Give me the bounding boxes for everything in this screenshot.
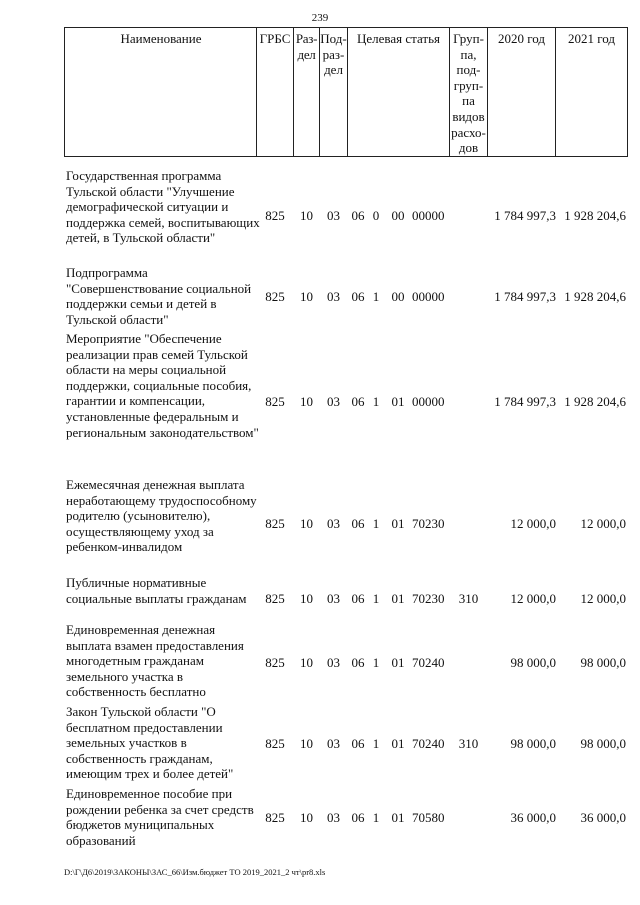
row-target-program: 06 <box>351 655 365 670</box>
row-2020: 36 000,0 <box>510 810 556 825</box>
row-target-event: 01 <box>391 810 405 825</box>
row-podrazdel: 03 <box>327 736 340 751</box>
page-number: 239 <box>311 12 329 24</box>
row-podrazdel: 03 <box>327 810 340 825</box>
row-target-subprogram: 1 <box>372 655 380 670</box>
header-2021: 2021 год <box>568 31 615 46</box>
row-grbs: 825 <box>265 289 285 304</box>
row-2021: 98 000,0 <box>580 655 626 670</box>
row-name: Закон Тульской области "О бесплатном предоставлении земельных участков в собственность гражданам, имеющим трех и более детей" <box>66 704 234 782</box>
row-2020: 12 000,0 <box>510 516 556 531</box>
row-grbs: 825 <box>265 736 285 751</box>
row-2020: 98 000,0 <box>510 655 556 670</box>
row-name: Мероприятие "Обеспечение реализации прав семей Тульской области на меры социальной поддержки, социальные пособия, гарантии и компенсации, установленные федеральным и региональным законодательством" <box>66 331 259 440</box>
row-name: Государственная программа Тульской области "Улучшение демографической ситуации и поддержка семей, воспитывающих детей, в Тульской области" <box>66 168 260 246</box>
header-bottom-border <box>64 156 628 157</box>
row-2020: 98 000,0 <box>510 736 556 751</box>
row-grbs: 825 <box>265 655 285 670</box>
row-target-subprogram: 0 <box>372 208 380 223</box>
row-target-direction: 70580 <box>412 810 445 825</box>
row-target-program: 06 <box>351 394 365 409</box>
row-target-event: 00 <box>391 289 405 304</box>
row-name: Ежемесячная денежная выплата неработающему трудоспособному родителю (усыновителю), осуществляющему уход за ребенком-инвалидом <box>66 477 257 555</box>
row-target-event: 01 <box>391 655 405 670</box>
row-name: Подпрограмма "Совершенствование социальной поддержки семьи и детей в Тульской области" <box>66 265 252 327</box>
row-2020: 1 784 997,3 <box>494 394 556 409</box>
row-2020: 1 784 997,3 <box>494 289 556 304</box>
row-2020: 1 784 997,3 <box>494 208 556 223</box>
row-target-event: 01 <box>391 394 405 409</box>
row-grbs: 825 <box>265 208 285 223</box>
row-target-direction: 70230 <box>412 516 445 531</box>
row-target-subprogram: 1 <box>372 516 380 531</box>
row-name: Единовременное пособие при рождении ребенка за счет средств бюджетов муниципальных образований <box>66 786 254 848</box>
row-grbs: 825 <box>265 516 285 531</box>
row-target-subprogram: 1 <box>372 394 380 409</box>
header-2020: 2020 год <box>498 31 545 46</box>
row-target-subprogram: 1 <box>372 810 380 825</box>
row-2021: 36 000,0 <box>580 810 626 825</box>
header-expense-group: Груп- па, под- груп- па видов расхо- дов <box>451 31 486 156</box>
col-border <box>64 27 65 157</box>
row-podrazdel: 03 <box>327 655 340 670</box>
row-podrazdel: 03 <box>327 591 340 606</box>
row-target-event: 01 <box>391 591 405 606</box>
row-target-direction: 00000 <box>412 289 445 304</box>
row-grbs: 825 <box>265 810 285 825</box>
row-2021: 1 928 204,6 <box>564 394 626 409</box>
row-target-program: 06 <box>351 591 365 606</box>
row-group: 310 <box>458 736 479 751</box>
header-name: Наименование <box>120 31 202 46</box>
row-grbs: 825 <box>265 394 285 409</box>
row-target-direction: 70230 <box>412 591 445 606</box>
row-podrazdel: 03 <box>327 394 340 409</box>
row-target-program: 06 <box>351 208 365 223</box>
row-razdel: 10 <box>300 810 313 825</box>
row-target-direction: 70240 <box>412 736 445 751</box>
row-target-program: 06 <box>351 736 365 751</box>
row-2021: 1 928 204,6 <box>564 208 626 223</box>
row-name: Единовременная денежная выплата взамен предоставления многодетным гражданам земельного участка в собственность бесплатно <box>66 622 244 700</box>
row-target-direction: 70240 <box>412 655 445 670</box>
row-target-event: 01 <box>391 736 405 751</box>
header-target-article: Целевая статья <box>356 31 440 46</box>
row-name: Публичные нормативные социальные выплаты гражданам <box>66 575 247 606</box>
row-2020: 12 000,0 <box>510 591 556 606</box>
row-razdel: 10 <box>300 736 313 751</box>
row-target-subprogram: 1 <box>372 289 380 304</box>
row-2021: 1 928 204,6 <box>564 289 626 304</box>
row-target-subprogram: 1 <box>372 591 380 606</box>
row-2021: 12 000,0 <box>580 591 626 606</box>
row-razdel: 10 <box>300 394 313 409</box>
row-razdel: 10 <box>300 516 313 531</box>
row-razdel: 10 <box>300 591 313 606</box>
row-target-program: 06 <box>351 516 365 531</box>
row-podrazdel: 03 <box>327 208 340 223</box>
row-razdel: 10 <box>300 208 313 223</box>
row-grbs: 825 <box>265 591 285 606</box>
header-razdel: Раз- дел <box>295 31 318 62</box>
row-podrazdel: 03 <box>327 289 340 304</box>
row-target-program: 06 <box>351 810 365 825</box>
file-path-footer: D:\Г\Д6\2019\ЗАКОНЫ\ЗАС_66\Изм.бюджет ТО 2019_2021_2 чт\pr8.xls <box>64 867 326 877</box>
row-target-event: 00 <box>391 208 405 223</box>
row-target-event: 01 <box>391 516 405 531</box>
header-podrazdel: Под- раз- дел <box>320 31 347 78</box>
row-podrazdel: 03 <box>327 516 340 531</box>
row-target-program: 06 <box>351 289 365 304</box>
header-top-border <box>64 27 628 28</box>
col-border <box>627 27 628 157</box>
row-2021: 98 000,0 <box>580 736 626 751</box>
row-2021: 12 000,0 <box>580 516 626 531</box>
row-target-direction: 00000 <box>412 394 445 409</box>
header-grbs: ГРБС <box>259 31 291 46</box>
row-razdel: 10 <box>300 289 313 304</box>
row-target-subprogram: 1 <box>372 736 380 751</box>
row-target-direction: 00000 <box>412 208 445 223</box>
row-group: 310 <box>458 591 479 606</box>
row-razdel: 10 <box>300 655 313 670</box>
